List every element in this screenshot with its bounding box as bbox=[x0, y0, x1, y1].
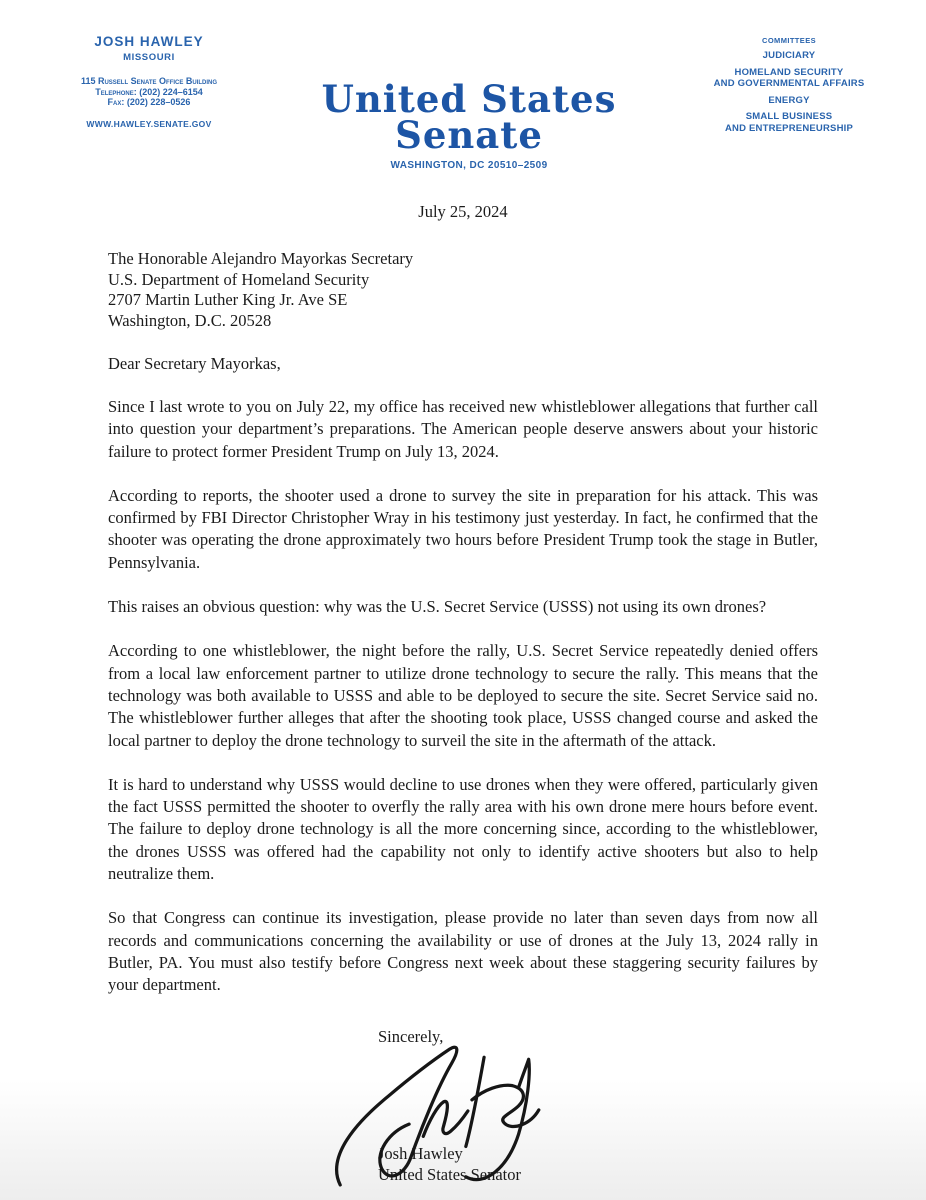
sender-website: WWW.HAWLEY.SENATE.GOV bbox=[86, 118, 212, 129]
closing-valediction: Sincerely, bbox=[378, 1026, 444, 1046]
signature-image bbox=[326, 1037, 554, 1189]
sender-address: 115 Russell Senate Office Building bbox=[80, 76, 218, 86]
letter-date: July 25, 2024 bbox=[418, 202, 508, 221]
sender-state: MISSOURI bbox=[123, 52, 175, 63]
letterhead-center bbox=[258, 34, 680, 171]
senate-title: United States Senate bbox=[321, 77, 617, 157]
signer-name: Josh Hawley bbox=[378, 1143, 463, 1163]
committees-label: COMMITTEES bbox=[762, 36, 816, 45]
sender-block bbox=[40, 34, 258, 129]
paragraph-1: Since I last wrote to you on July 22, my office has received new whistleblower allegations that further call into question your department’s preparations. The American people deserve answers about your historic failure to protect former President Trump on July 13, 2024. bbox=[108, 397, 818, 461]
sender-name: JOSH HAWLEY bbox=[94, 34, 204, 49]
paragraph-5: It is hard to understand why USSS would decline to use drones when they were offered, particularly given the fact USSS permitted the shooter to overfly the rally area with his own drone mere hours before event. The failure to deploy drone technology is all the more concerning since, according to the whistleblower, the drones USSS was offered had the capability not only to identify active shooters but also to help neutralize them. bbox=[108, 774, 818, 884]
recipient-line: 2707 Martin Luther King Jr. Ave SE bbox=[108, 290, 348, 309]
sender-fax: Fax: (202) 228–0526 bbox=[107, 97, 191, 107]
recipient-block bbox=[108, 249, 818, 331]
recipient-line: The Honorable Alejandro Mayorkas Secretary bbox=[108, 249, 414, 268]
closing-block bbox=[378, 1027, 818, 1185]
salutation: Dear Secretary Mayorkas, bbox=[108, 354, 281, 373]
paragraph-3: This raises an obvious question: why was the U.S. Secret Service (USSS) not using its own drones? bbox=[108, 597, 767, 617]
committee-homeland-security: HOMELAND SECURITY AND GOVERNMENTAL AFFAIRS bbox=[713, 66, 865, 89]
committee-energy: ENERGY bbox=[768, 94, 810, 106]
committee-judiciary: JUDICIARY bbox=[762, 50, 816, 61]
paragraph-2: According to reports, the shooter used a drone to survey the site in preparation for his attack. This was confirmed by FBI Director Christopher Wray in his testimony just yesterday. In fact, he confirmed that the shooter was operating the drone approximately two hours before President Trump took the stage in Butler, Pennsylvania. bbox=[108, 485, 818, 572]
signer-title: United States Senator bbox=[378, 1164, 521, 1184]
committee-small-business: SMALL BUSINESS AND ENTREPRENEURSHIP bbox=[724, 111, 854, 134]
letterhead bbox=[0, 0, 926, 171]
paragraph-4: According to one whistleblower, the night before the rally, U.S. Secret Service repeatedly denied offers from a local law enforcement partner to utilize drone technology to secure the rally. This means that the technology was both available to USSS and able to be deployed to secure the site. Secret Service said no. The whistleblower further alleges that after the shooting took place, USSS changed course and asked the local partner to deploy the drone technology to surveil the site in the aftermath of the attack. bbox=[108, 641, 818, 750]
paragraph-6: So that Congress can continue its investigation, please provide no later than seven days from now all records and communications concerning the availability or use of drones at the July 13, 2024 rally in Butler, PA. You must also testify before Congress next week about these staggering security failures by your department. bbox=[108, 908, 818, 995]
senate-city-line: WASHINGTON, DC 20510–2509 bbox=[390, 160, 548, 171]
recipient-line: Washington, D.C. 20528 bbox=[108, 310, 272, 330]
letter-body bbox=[108, 202, 818, 1185]
committees-block bbox=[680, 34, 898, 134]
sender-contact bbox=[40, 76, 258, 108]
recipient-line: U.S. Department of Homeland Security bbox=[108, 269, 370, 289]
sender-telephone: Telephone: (202) 224–6154 bbox=[95, 86, 203, 97]
signature-area bbox=[378, 1047, 818, 1143]
